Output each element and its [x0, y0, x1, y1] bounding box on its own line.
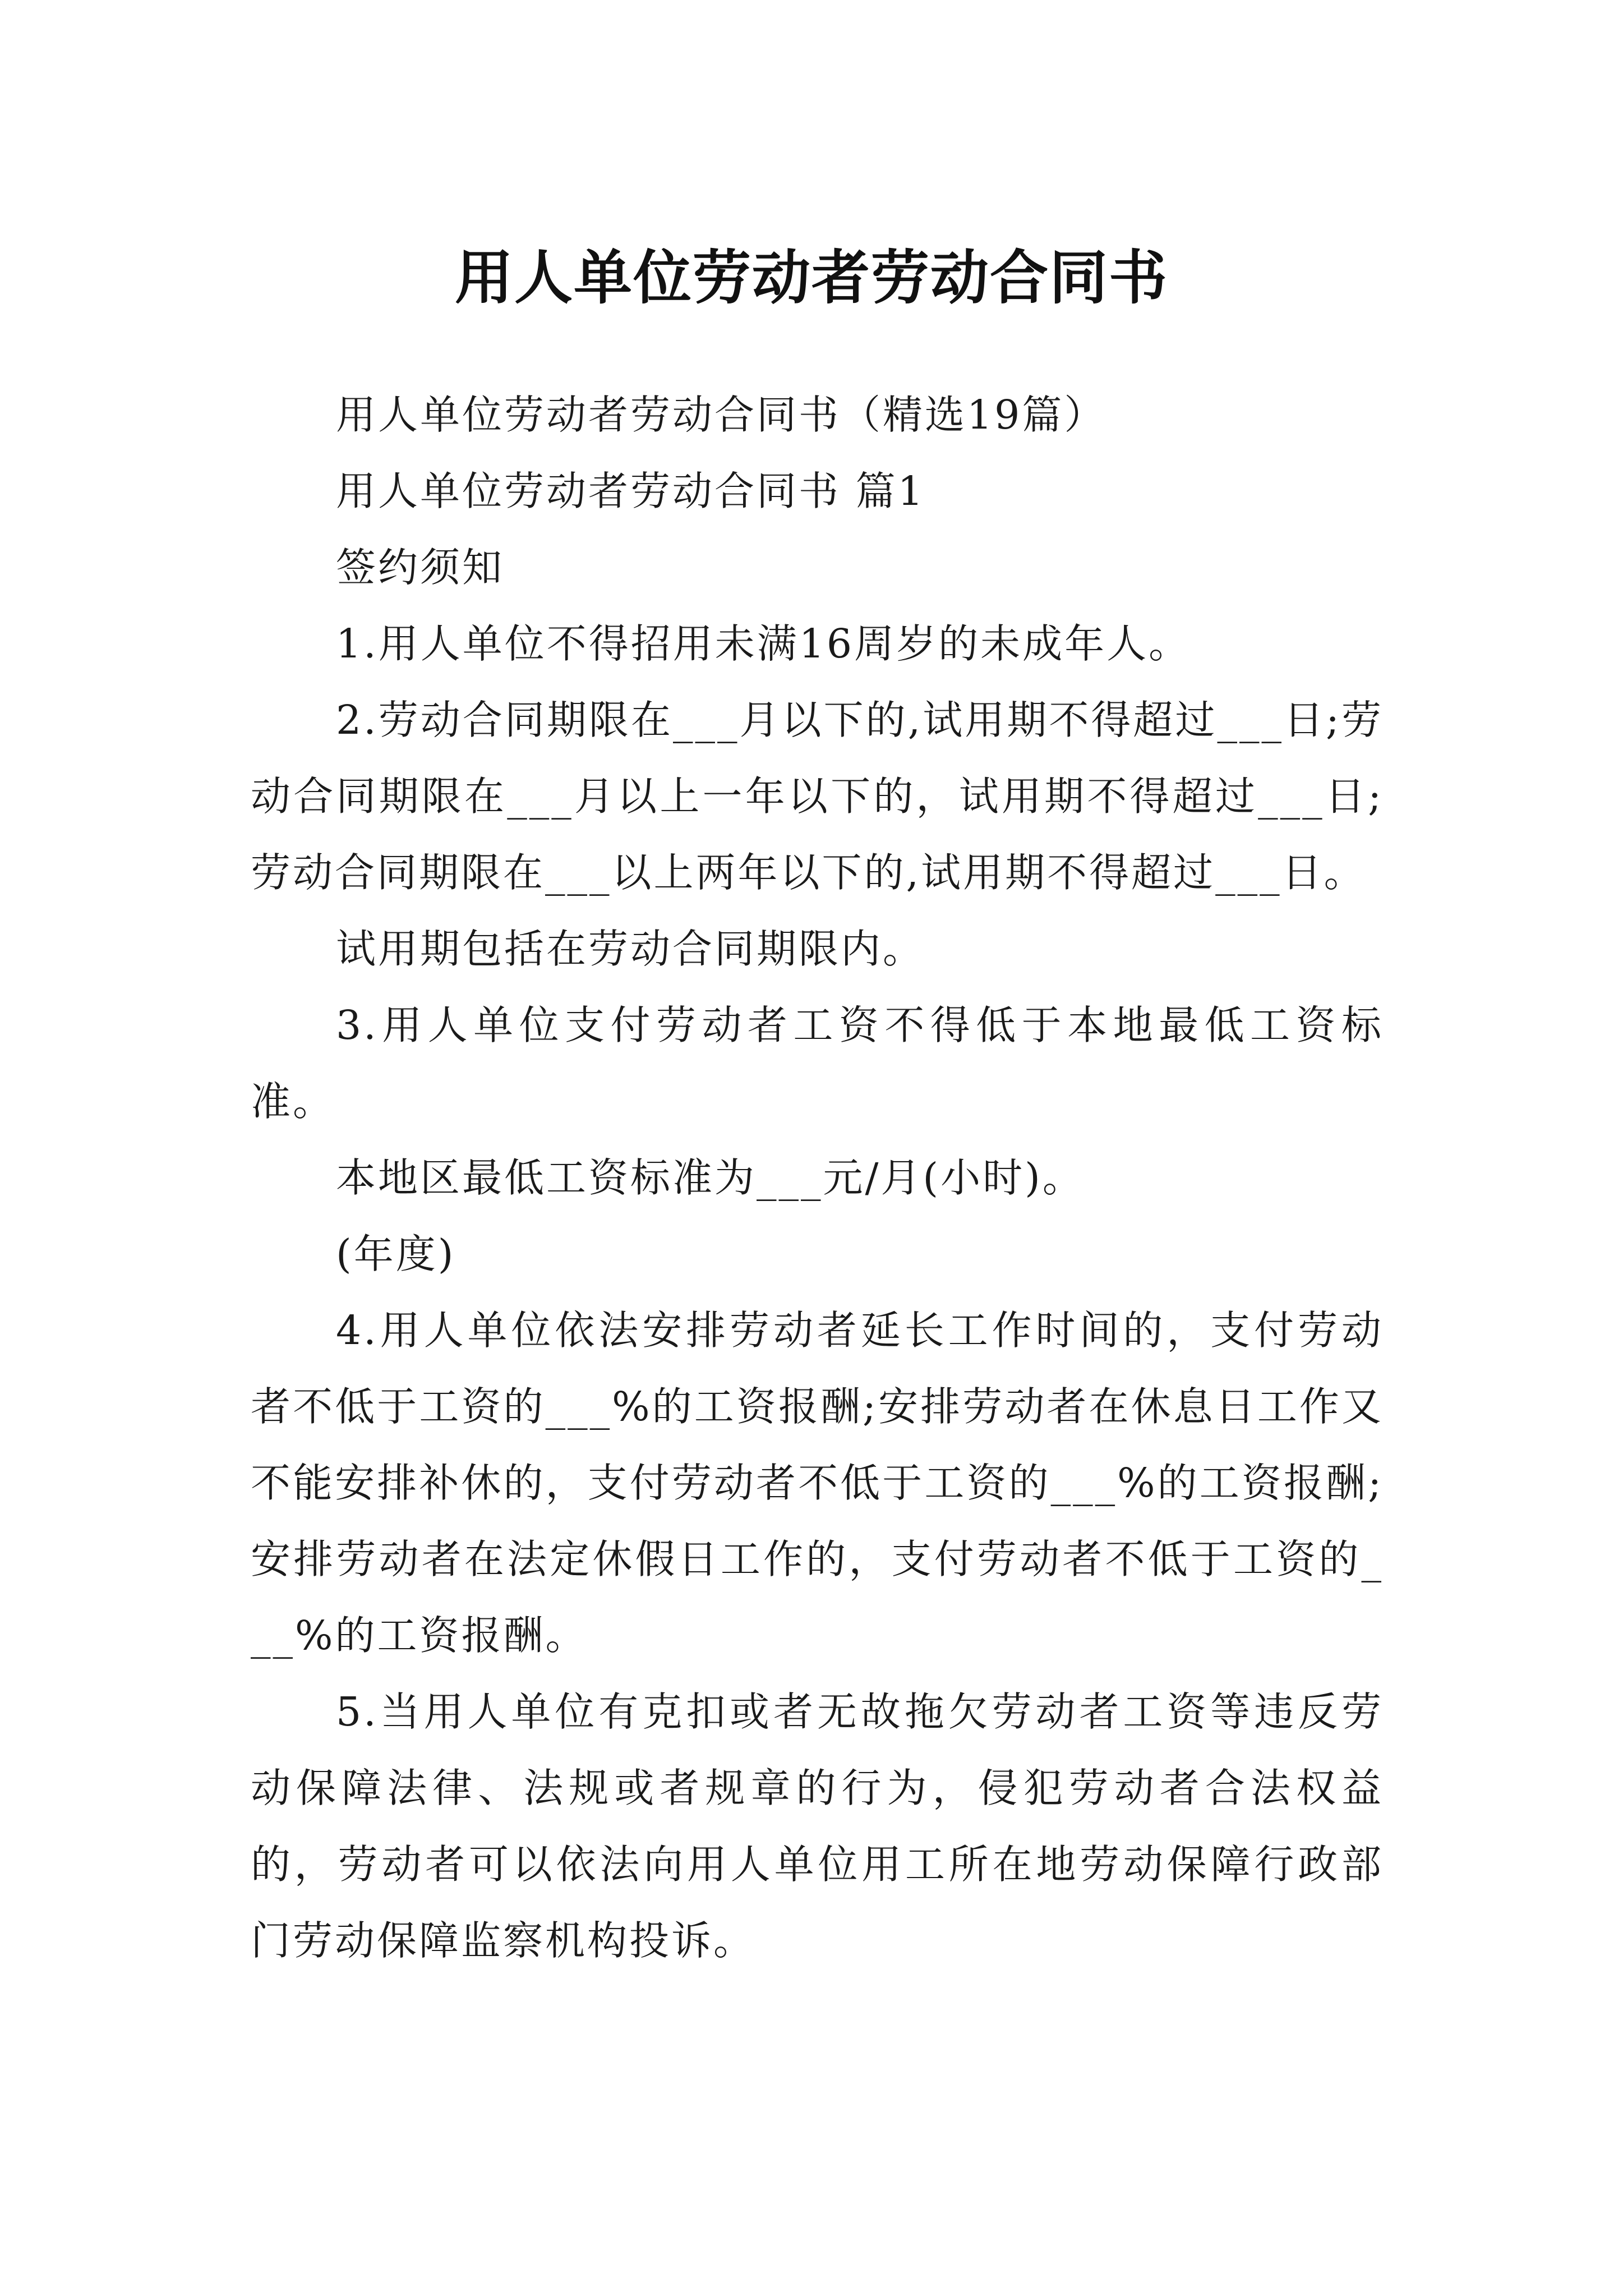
clause-1: 1.用人单位不得招用未满16周岁的未成年人。 [336, 620, 1191, 667]
section-heading: 用人单位劳动者劳动合同书 篇1 [336, 468, 925, 514]
document-title: 用人单位劳动者劳动合同书 [454, 242, 1168, 312]
clause-5: 5.当用人单位有克扣或者无故拖欠劳动者工资等违反劳动保障法律、法规或者规章的行为，侵犯劳动者合法权益的，劳动者可以依法向用人单位用工所在地劳动保障行政部门劳动保障监察机构投诉。 [251, 1688, 1384, 1964]
clause-2-note: 试用期包括在劳动合同期限内。 [336, 926, 925, 972]
clause-4: 4.用人单位依法安排劳动者延长工作时间的，支付劳动者不低于工资的___%的工资报酬;安排劳动者在休息日工作又不能安排补休的，支付劳动者不低于工资的___%的工资报酬;安排劳动者在法定休假日工作的，支付劳动者不低于工资的___%的工资报酬。 [251, 1307, 1384, 1659]
document-body [251, 377, 1384, 1979]
clause-3: 3.用人单位支付劳动者工资不得低于本地最低工资标准。 [251, 1002, 1384, 1125]
notice-heading: 签约须知 [336, 544, 505, 591]
clause-2: 2.劳动合同期限在___月以下的,试用期不得超过___日;劳动合同期限在___月以上一年以下的，试用期不得超过___日;劳动合同期限在___以上两年以下的,试用期不得超过___日。 [251, 697, 1384, 896]
clause-3-year-note: (年度) [336, 1231, 456, 1277]
subtitle-paragraph: 用人单位劳动者劳动合同书（精选19篇） [336, 392, 1106, 438]
clause-3-wage-standard: 本地区最低工资标准为___元/月(小时)。 [336, 1154, 1085, 1201]
